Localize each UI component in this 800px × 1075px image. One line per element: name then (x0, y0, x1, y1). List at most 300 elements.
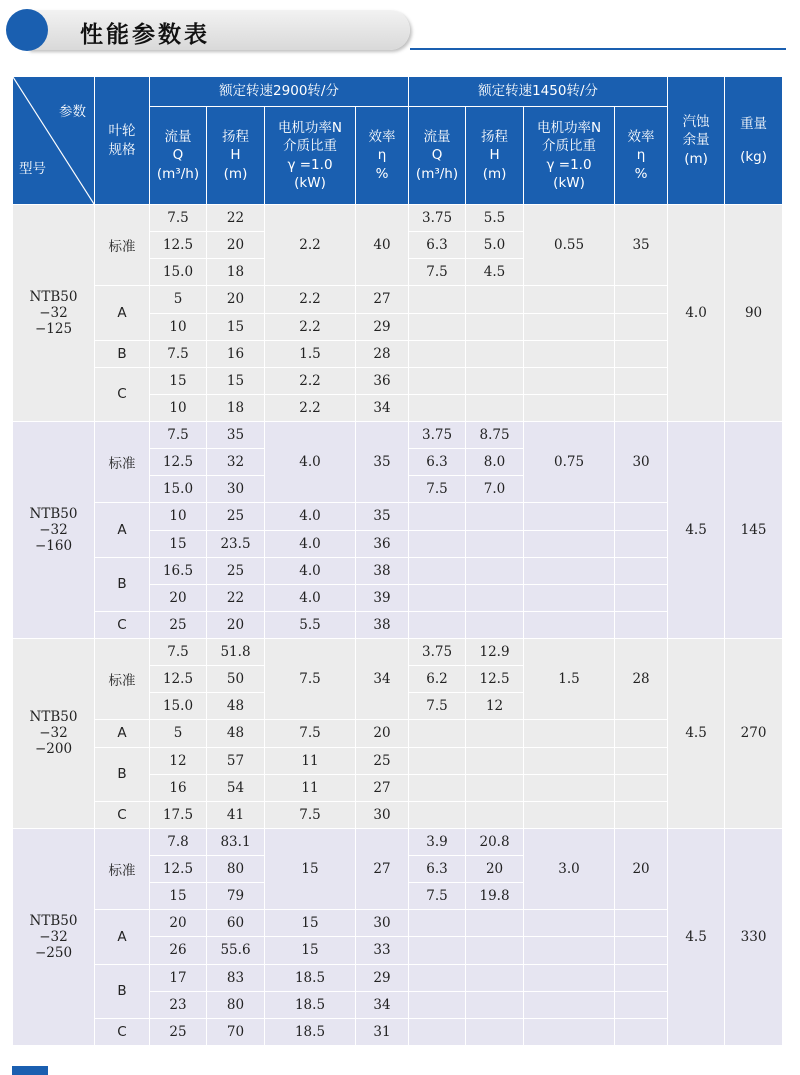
header-eff-line3: % (375, 165, 389, 182)
power-1450-cell (524, 286, 615, 313)
eff-1450-cell (615, 801, 668, 828)
header-power-line3: γ =1.0 (287, 156, 333, 173)
flow-1450-cell (409, 394, 466, 421)
flow-1450-cell: 3.9 (409, 828, 466, 855)
eff-1450-cell (615, 503, 668, 530)
flow-2900-cell: 20 (150, 584, 207, 611)
eff-2900-cell: 35 (356, 422, 409, 503)
header-head-1450 (466, 107, 524, 205)
header-power-line1: 电机功率N (536, 120, 602, 137)
head-1450-cell: 12.9 (466, 639, 524, 666)
impeller-cell: C (95, 801, 150, 828)
head-1450-cell: 12 (466, 693, 524, 720)
model-cell (13, 205, 95, 422)
head-1450-cell (466, 313, 524, 340)
page-title: 性能参数表 (80, 22, 210, 48)
impeller-cell: B (95, 964, 150, 1018)
header-npsh-line1: 汽蚀 (682, 114, 710, 131)
head-2900-cell: 25 (207, 557, 265, 584)
impeller-cell: A (95, 720, 150, 747)
header-flow-line2: Q (172, 147, 184, 164)
header-power-line4: (kW) (294, 174, 326, 191)
table-row (13, 286, 783, 313)
head-2900-cell: 48 (207, 720, 265, 747)
head-2900-cell: 80 (207, 991, 265, 1018)
header-power-line3: γ =1.0 (546, 156, 592, 173)
eff-1450-cell (615, 720, 668, 747)
model-line: NTB50 (29, 709, 78, 726)
impeller-cell: B (95, 747, 150, 801)
table-row (13, 747, 783, 774)
power-2900-cell: 7.5 (265, 720, 356, 747)
power-2900-cell: 18.5 (265, 991, 356, 1018)
head-2900-cell: 23.5 (207, 530, 265, 557)
flow-1450-cell: 6.3 (409, 232, 466, 259)
head-2900-cell: 18 (207, 394, 265, 421)
power-2900-cell: 18.5 (265, 1018, 356, 1045)
head-1450-cell: 8.0 (466, 449, 524, 476)
header-circle-icon (6, 9, 48, 51)
header-flow-2900 (150, 107, 207, 205)
eff-2900-cell: 36 (356, 530, 409, 557)
weight-cell: 90 (725, 205, 783, 422)
weight-cell: 330 (725, 828, 783, 1045)
impeller-cell: A (95, 503, 150, 557)
header-power-line2: 介质比重 (283, 138, 337, 155)
head-1450-cell: 7.0 (466, 476, 524, 503)
flow-2900-cell: 12.5 (150, 449, 207, 476)
flow-2900-cell: 15.0 (150, 259, 207, 286)
weight-cell: 270 (725, 639, 783, 829)
header-speed-2900: 额定转速2900转/分 (150, 77, 409, 107)
head-1450-cell (466, 910, 524, 937)
eff-2900-cell: 34 (356, 394, 409, 421)
footer-mark (12, 1066, 48, 1075)
table-row (13, 205, 783, 232)
table-row (13, 910, 783, 937)
eff-1450-cell (615, 964, 668, 991)
head-1450-cell (466, 720, 524, 747)
power-1450-cell (524, 611, 615, 638)
eff-2900-cell: 20 (356, 720, 409, 747)
flow-2900-cell: 7.5 (150, 639, 207, 666)
header-head-line1: 扬程 (481, 129, 509, 146)
head-2900-cell: 41 (207, 801, 265, 828)
power-2900-cell: 2.2 (265, 205, 356, 286)
flow-2900-cell: 16 (150, 774, 207, 801)
flow-1450-cell: 6.3 (409, 449, 466, 476)
table-row (13, 367, 783, 394)
power-1450-cell: 0.75 (524, 422, 615, 503)
table-row (13, 964, 783, 991)
eff-1450-cell (615, 611, 668, 638)
header-impeller-line1: 叶轮 (108, 123, 136, 140)
header-impeller-line2: 规格 (108, 141, 136, 158)
head-2900-cell: 30 (207, 476, 265, 503)
flow-1450-cell (409, 611, 466, 638)
impeller-cell: A (95, 910, 150, 964)
table-row (13, 1018, 783, 1045)
power-2900-cell: 18.5 (265, 964, 356, 991)
eff-1450-cell (615, 340, 668, 367)
power-2900-cell: 4.0 (265, 530, 356, 557)
header-power-line2: 介质比重 (542, 138, 597, 155)
head-2900-cell: 50 (207, 666, 265, 693)
header-head-line2: H (489, 147, 500, 164)
flow-2900-cell: 12.5 (150, 856, 207, 883)
power-1450-cell (524, 801, 615, 828)
flow-1450-cell (409, 910, 466, 937)
head-2900-cell: 70 (207, 1018, 265, 1045)
head-2900-cell: 83 (207, 964, 265, 991)
eff-1450-cell: 35 (615, 205, 668, 286)
flow-2900-cell: 7.8 (150, 828, 207, 855)
power-2900-cell: 15 (265, 828, 356, 909)
power-1450-cell (524, 774, 615, 801)
eff-2900-cell: 27 (356, 828, 409, 909)
header-head-line3: (m) (482, 165, 507, 182)
head-1450-cell (466, 503, 524, 530)
flow-2900-cell: 25 (150, 1018, 207, 1045)
flow-2900-cell: 26 (150, 937, 207, 964)
flow-1450-cell: 7.5 (409, 259, 466, 286)
head-2900-cell: 35 (207, 422, 265, 449)
eff-1450-cell (615, 747, 668, 774)
flow-1450-cell (409, 313, 466, 340)
flow-2900-cell: 17 (150, 964, 207, 991)
model-line: NTB50 (29, 506, 78, 522)
flow-1450-cell (409, 340, 466, 367)
flow-2900-cell: 15 (150, 367, 207, 394)
power-2900-cell: 4.0 (265, 422, 356, 503)
head-1450-cell: 19.8 (466, 883, 524, 910)
model-cell (13, 828, 95, 1045)
eff-2900-cell: 28 (356, 340, 409, 367)
header-head-line3: (m) (223, 165, 248, 182)
flow-2900-cell: 12.5 (150, 666, 207, 693)
head-1450-cell (466, 964, 524, 991)
npsh-cell: 4.5 (668, 422, 725, 639)
eff-1450-cell (615, 584, 668, 611)
eff-1450-cell (615, 991, 668, 1018)
head-2900-cell: 51.8 (207, 639, 265, 666)
power-2900-cell: 15 (265, 937, 356, 964)
head-1450-cell (466, 557, 524, 584)
model-line: −200 (34, 741, 73, 758)
table-row (13, 340, 783, 367)
flow-2900-cell: 7.5 (150, 205, 207, 232)
eff-1450-cell (615, 313, 668, 340)
header-flow-line1: 流量 (423, 129, 451, 146)
head-2900-cell: 18 (207, 259, 265, 286)
impeller-cell: 标准 (95, 639, 150, 720)
power-1450-cell (524, 313, 615, 340)
head-2900-cell: 54 (207, 774, 265, 801)
model-cell (13, 639, 95, 829)
table-row (13, 801, 783, 828)
eff-2900-cell: 38 (356, 611, 409, 638)
flow-2900-cell: 7.5 (150, 422, 207, 449)
head-1450-cell (466, 1018, 524, 1045)
power-1450-cell (524, 584, 615, 611)
flow-1450-cell (409, 530, 466, 557)
header-head-2900 (207, 107, 265, 205)
header-eff-line3: % (634, 165, 648, 182)
eff-2900-cell: 25 (356, 747, 409, 774)
power-2900-cell: 11 (265, 747, 356, 774)
table-row (13, 720, 783, 747)
head-1450-cell (466, 367, 524, 394)
eff-2900-cell: 31 (356, 1018, 409, 1045)
power-1450-cell (524, 720, 615, 747)
power-1450-cell (524, 747, 615, 774)
eff-1450-cell: 28 (615, 639, 668, 720)
flow-1450-cell (409, 747, 466, 774)
eff-1450-cell (615, 286, 668, 313)
eff-1450-cell: 30 (615, 422, 668, 503)
power-1450-cell (524, 530, 615, 557)
eff-1450-cell (615, 910, 668, 937)
header-flow-line3: (m³/h) (156, 165, 200, 182)
flow-1450-cell (409, 964, 466, 991)
flow-1450-cell (409, 774, 466, 801)
head-2900-cell: 80 (207, 856, 265, 883)
header-weight (725, 77, 783, 205)
flow-1450-cell (409, 503, 466, 530)
head-1450-cell: 12.5 (466, 666, 524, 693)
eff-1450-cell (615, 937, 668, 964)
eff-1450-cell: 20 (615, 828, 668, 909)
header-eff-1450 (615, 107, 668, 205)
eff-1450-cell (615, 394, 668, 421)
header-speed-1450: 额定转速1450转/分 (409, 77, 668, 107)
flow-1450-cell (409, 991, 466, 1018)
table-row (13, 828, 783, 855)
table-row (13, 639, 783, 666)
model-line: −32 (39, 928, 68, 945)
power-1450-cell (524, 910, 615, 937)
flow-2900-cell: 16.5 (150, 557, 207, 584)
header-flow-1450 (409, 107, 466, 205)
head-2900-cell: 22 (207, 584, 265, 611)
power-2900-cell: 2.2 (265, 367, 356, 394)
head-1450-cell (466, 584, 524, 611)
flow-1450-cell (409, 1018, 466, 1045)
power-2900-cell: 11 (265, 774, 356, 801)
head-1450-cell: 8.75 (466, 422, 524, 449)
model-line: −32 (39, 725, 68, 742)
power-2900-cell: 7.5 (265, 639, 356, 720)
head-2900-cell: 79 (207, 883, 265, 910)
model-line: −32 (39, 522, 68, 538)
head-2900-cell: 20 (207, 611, 265, 638)
head-1450-cell (466, 530, 524, 557)
model-line: NTB50 (29, 289, 78, 305)
impeller-cell: C (95, 611, 150, 638)
impeller-cell: 标准 (95, 828, 150, 909)
power-2900-cell: 2.2 (265, 313, 356, 340)
flow-2900-cell: 10 (150, 394, 207, 421)
header-eff-line1: 效率 (368, 129, 396, 146)
head-1450-cell (466, 611, 524, 638)
header-weight-line2: (kg) (740, 148, 768, 165)
head-2900-cell: 25 (207, 503, 265, 530)
header-model: 型号 (19, 160, 46, 177)
power-1450-cell: 3.0 (524, 828, 615, 909)
flow-1450-cell (409, 367, 466, 394)
header-eff-line1: 效率 (627, 129, 655, 146)
header-weight-line1: 重量 (740, 116, 768, 133)
head-1450-cell: 20 (466, 856, 524, 883)
flow-2900-cell: 15 (150, 883, 207, 910)
impeller-cell: 标准 (95, 205, 150, 286)
model-line: −125 (34, 321, 73, 337)
head-1450-cell (466, 747, 524, 774)
power-1450-cell: 1.5 (524, 639, 615, 720)
head-2900-cell: 16 (207, 340, 265, 367)
header-power-line1: 电机功率N (277, 120, 343, 137)
eff-2900-cell: 27 (356, 774, 409, 801)
flow-1450-cell (409, 286, 466, 313)
model-line: NTB50 (29, 912, 78, 929)
head-1450-cell (466, 801, 524, 828)
header-rule (410, 48, 786, 50)
head-2900-cell: 83.1 (207, 828, 265, 855)
power-2900-cell: 15 (265, 910, 356, 937)
power-2900-cell: 7.5 (265, 801, 356, 828)
eff-2900-cell: 38 (356, 557, 409, 584)
flow-2900-cell: 10 (150, 313, 207, 340)
impeller-cell: C (95, 1018, 150, 1045)
power-1450-cell (524, 340, 615, 367)
flow-1450-cell: 3.75 (409, 422, 466, 449)
eff-2900-cell: 29 (356, 964, 409, 991)
header-npsh-line2: 余量 (682, 132, 710, 149)
head-1450-cell (466, 394, 524, 421)
flow-2900-cell: 15.0 (150, 476, 207, 503)
head-1450-cell: 20.8 (466, 828, 524, 855)
eff-2900-cell: 27 (356, 286, 409, 313)
head-1450-cell: 4.5 (466, 259, 524, 286)
head-2900-cell: 20 (207, 232, 265, 259)
power-1450-cell: 0.55 (524, 205, 615, 286)
head-2900-cell: 20 (207, 286, 265, 313)
power-1450-cell (524, 394, 615, 421)
power-1450-cell (524, 367, 615, 394)
header-npsh-line3: (m) (684, 150, 708, 167)
table-body (13, 205, 783, 1046)
eff-2900-cell: 30 (356, 910, 409, 937)
header-params: 参数 (59, 104, 86, 120)
flow-1450-cell (409, 801, 466, 828)
header-eff-line2: η (377, 147, 387, 164)
flow-1450-cell (409, 937, 466, 964)
impeller-cell: C (95, 367, 150, 421)
flow-2900-cell: 12.5 (150, 232, 207, 259)
header-eff-2900 (356, 107, 409, 205)
power-2900-cell: 2.2 (265, 286, 356, 313)
header-npsh (668, 77, 725, 205)
section-header (0, 0, 800, 62)
flow-1450-cell (409, 584, 466, 611)
table-row (13, 557, 783, 584)
head-1450-cell: 5.0 (466, 232, 524, 259)
npsh-cell: 4.0 (668, 205, 725, 422)
flow-1450-cell: 6.3 (409, 856, 466, 883)
head-1450-cell (466, 991, 524, 1018)
flow-2900-cell: 7.5 (150, 340, 207, 367)
flow-1450-cell: 7.5 (409, 476, 466, 503)
power-2900-cell: 2.2 (265, 394, 356, 421)
flow-1450-cell (409, 557, 466, 584)
flow-2900-cell: 15 (150, 530, 207, 557)
head-1450-cell: 5.5 (466, 205, 524, 232)
performance-table (12, 76, 783, 1046)
model-line: −32 (39, 305, 68, 321)
flow-2900-cell: 12 (150, 747, 207, 774)
flow-1450-cell: 7.5 (409, 883, 466, 910)
eff-2900-cell: 35 (356, 503, 409, 530)
model-line: −250 (34, 944, 73, 961)
head-2900-cell: 60 (207, 910, 265, 937)
flow-2900-cell: 17.5 (150, 801, 207, 828)
power-2900-cell: 4.0 (265, 557, 356, 584)
power-1450-cell (524, 1018, 615, 1045)
flow-2900-cell: 5 (150, 720, 207, 747)
eff-2900-cell: 29 (356, 313, 409, 340)
header-impeller (95, 77, 150, 205)
eff-1450-cell (615, 530, 668, 557)
header-corner-cell (13, 77, 95, 205)
header-flow-line1: 流量 (164, 129, 192, 146)
header-head-line1: 扬程 (222, 129, 249, 146)
header-flow-line3: (m³/h) (415, 165, 459, 182)
flow-2900-cell: 20 (150, 910, 207, 937)
power-1450-cell (524, 991, 615, 1018)
head-2900-cell: 22 (207, 205, 265, 232)
eff-1450-cell (615, 367, 668, 394)
eff-2900-cell: 34 (356, 991, 409, 1018)
head-1450-cell (466, 340, 524, 367)
header-eff-line2: η (636, 147, 646, 164)
header-flow-line2: Q (431, 147, 443, 164)
power-1450-cell (524, 937, 615, 964)
power-2900-cell: 4.0 (265, 503, 356, 530)
head-1450-cell (466, 937, 524, 964)
power-2900-cell: 1.5 (265, 340, 356, 367)
impeller-cell: B (95, 557, 150, 611)
corner-diagonal (13, 77, 94, 204)
table-row (13, 422, 783, 449)
eff-1450-cell (615, 774, 668, 801)
flow-2900-cell: 5 (150, 286, 207, 313)
impeller-cell: A (95, 286, 150, 340)
head-1450-cell (466, 774, 524, 801)
head-1450-cell (466, 286, 524, 313)
table-row (13, 503, 783, 530)
power-1450-cell (524, 964, 615, 991)
impeller-cell: 标准 (95, 422, 150, 503)
header-power-2900 (265, 107, 356, 205)
flow-2900-cell: 23 (150, 991, 207, 1018)
eff-2900-cell: 30 (356, 801, 409, 828)
head-2900-cell: 48 (207, 693, 265, 720)
header-head-line2: H (230, 147, 241, 164)
flow-1450-cell: 3.75 (409, 205, 466, 232)
head-2900-cell: 15 (207, 367, 265, 394)
table-row (13, 611, 783, 638)
weight-cell: 145 (725, 422, 783, 639)
